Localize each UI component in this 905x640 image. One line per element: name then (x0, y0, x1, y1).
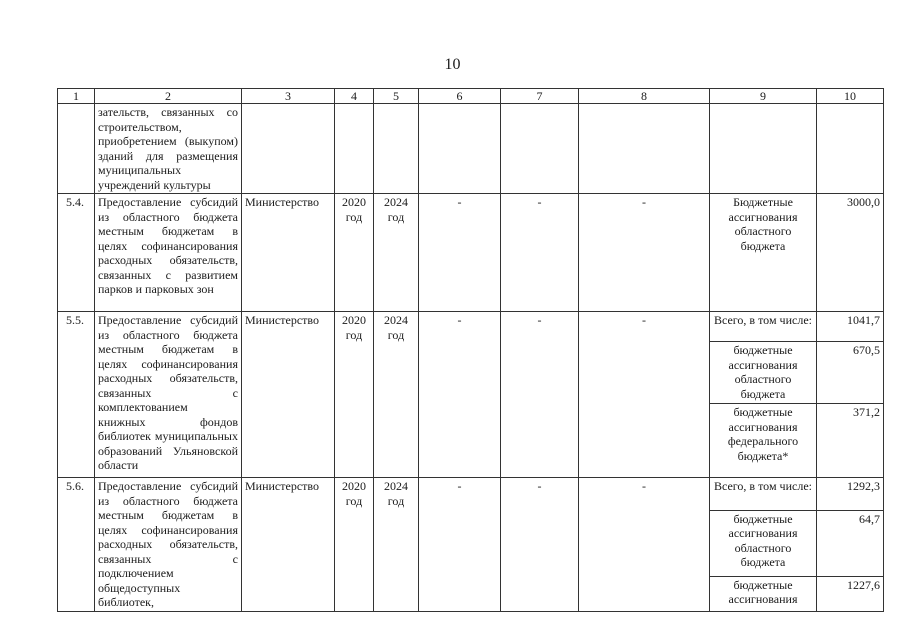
header-cell: 3 (242, 89, 335, 104)
funding-amount: 64,7 (817, 510, 884, 576)
column-8: - (579, 194, 710, 312)
column-7: - (501, 312, 579, 478)
measure-description: Предоставление субсидий из областного бюджета местным бюджетам в целях софинансирования расходных обязательств, связанных с комплектованием книжных фондов библиотек муниципальных образований Ульяновской области (95, 312, 242, 478)
column-8: - (579, 478, 710, 612)
executor: Министерство (242, 194, 335, 312)
funding-source: бюджетные ассигнования областного бюджета (710, 510, 817, 576)
column-7: - (501, 478, 579, 612)
header-cell: 8 (579, 89, 710, 104)
table-row (58, 312, 884, 342)
header-row (58, 89, 884, 104)
funding-amount: 371,2 (817, 404, 884, 478)
page-number: 10 (444, 56, 461, 73)
funding-source: бюджетные ассигнования (710, 576, 817, 611)
row-number: 5.6. (58, 478, 95, 612)
budget-table (57, 88, 884, 612)
header-cell: 6 (419, 89, 501, 104)
funding-amount: 3000,0 (817, 194, 884, 312)
header-cell: 10 (817, 89, 884, 104)
measure-description: Предоставление субсидий из областного бюджета местным бюджетам в целях софинансирования расходных обязательств, связанных с подключением общедоступных библиотек, (95, 478, 242, 612)
funding-amount: 670,5 (817, 342, 884, 404)
measure-description: зательств, связанных со строительством, приобретением (выкупом) зданий для размещения муниципальных учреждений культуры (95, 104, 242, 194)
table-row (58, 194, 884, 312)
end-year: 2024 год (374, 194, 419, 312)
funding-amount: 1041,7 (817, 312, 884, 342)
funding-amount: 1292,3 (817, 478, 884, 511)
header-cell: 5 (374, 89, 419, 104)
start-year: 2020 год (335, 194, 374, 312)
header-cell: 4 (335, 89, 374, 104)
start-year: 2020 год (335, 478, 374, 612)
header-cell: 2 (95, 89, 242, 104)
funding-source: Всего, в том числе: (710, 312, 817, 342)
table-row-continuation (58, 104, 884, 194)
end-year: 2024 год (374, 312, 419, 478)
header-cell: 9 (710, 89, 817, 104)
start-year: 2020 год (335, 312, 374, 478)
column-7: - (501, 194, 579, 312)
column-6: - (419, 194, 501, 312)
row-number: 5.4. (58, 194, 95, 312)
funding-source: бюджетные ассигнования областного бюджета (710, 342, 817, 404)
table-row (58, 478, 884, 511)
header-cell: 1 (58, 89, 95, 104)
executor: Министерство (242, 312, 335, 478)
column-8: - (579, 312, 710, 478)
column-6: - (419, 478, 501, 612)
measure-description: Предоставление субсидий из областного бюджета местным бюджетам в целях софинансирования расходных обязательств, связанных с развитием парков и парковых зон (95, 194, 242, 312)
header-cell: 7 (501, 89, 579, 104)
end-year: 2024 год (374, 478, 419, 612)
funding-source: Всего, в том числе: (710, 478, 817, 511)
executor: Министерство (242, 478, 335, 612)
funding-source: бюджетные ассигнования федерального бюджета* (710, 404, 817, 478)
funding-amount: 1227,6 (817, 576, 884, 611)
row-number: 5.5. (58, 312, 95, 478)
funding-source: Бюджетные ассигнования областного бюджета (710, 194, 817, 312)
column-6: - (419, 312, 501, 478)
